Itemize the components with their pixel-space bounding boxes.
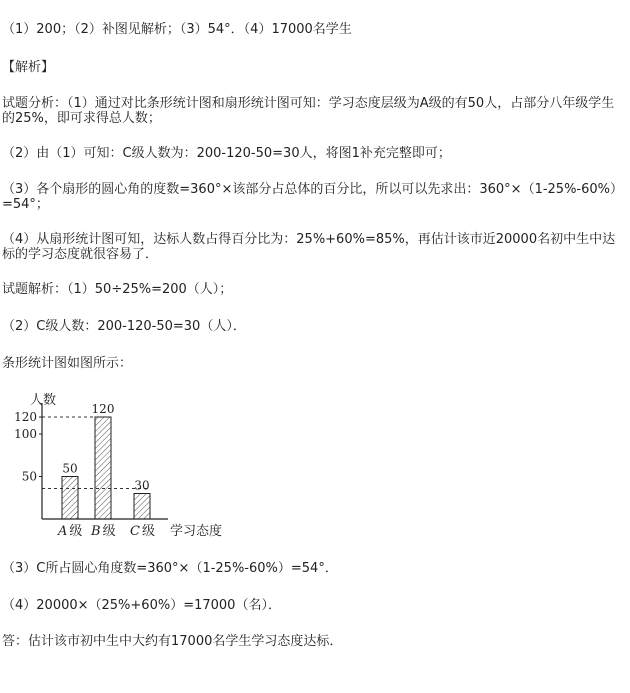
bar-value-label: 120 — [91, 402, 115, 416]
analysis-step-4: （4）从扇形统计图可知，达标人数占得百分比为：25%+60%=85%，再估计该市近20000名初中生中达标的学习态度就很容易了． — [2, 232, 616, 262]
bar-value-label: 50 — [62, 461, 78, 476]
analysis-step-2: （2）由（1）可知：C级人数为：200-120-50=30人，将图1补充完整即可； — [2, 146, 451, 161]
category-label-a: A 级 — [58, 524, 83, 539]
solution-step-1: 试题解析：（1）50÷25%=200（人）； — [2, 282, 233, 297]
category-label-c: C 级 — [130, 524, 155, 539]
bar-value-label: 30 — [134, 478, 150, 493]
analysis-step-1: 试题分析：（1）通过对比条形统计图和扇形统计图可知：学习态度层级为A级的有50人，占部分八年级学生的25%，即可求得总人数； — [2, 96, 615, 126]
y-axis-label: 人数 — [30, 393, 57, 408]
answer-line: （1）200；（2）补图见解析；（3）54°．（4）17000名学生 — [2, 22, 352, 37]
analysis-step-3: （3）各个扇形的圆心角的度数=360°×该部分占总体的百分比，所以可以先求出：360°×（1-25%-60%）=54°； — [2, 182, 624, 212]
y-tick-label: 50 — [21, 469, 37, 484]
solution-step-3: （3）C所占圆心角度数=360°×（1-25%-60%）=54°． — [2, 561, 338, 576]
chart-intro: 条形统计图如图所示： — [2, 356, 133, 371]
solution-step-2: （2）C级人数：200-120-50=30（人）． — [2, 319, 246, 334]
category-label-b: B 级 — [91, 524, 116, 539]
bar-c — [134, 494, 150, 520]
bar-a — [62, 477, 78, 520]
x-axis-label: 学习态度 — [170, 524, 223, 539]
solution-step-4: （4）20000×（25%+60%）=17000（名）． — [2, 598, 281, 613]
conclusion: 答：估计该市初中生中大约有17000名学生学习态度达标． — [2, 634, 343, 649]
analysis-heading: 【解析】 — [2, 60, 55, 75]
y-tick-label: 120 — [14, 410, 37, 424]
bar-chart — [0, 385, 630, 545]
bar-b — [95, 417, 111, 519]
y-tick-label: 100 — [14, 427, 37, 441]
